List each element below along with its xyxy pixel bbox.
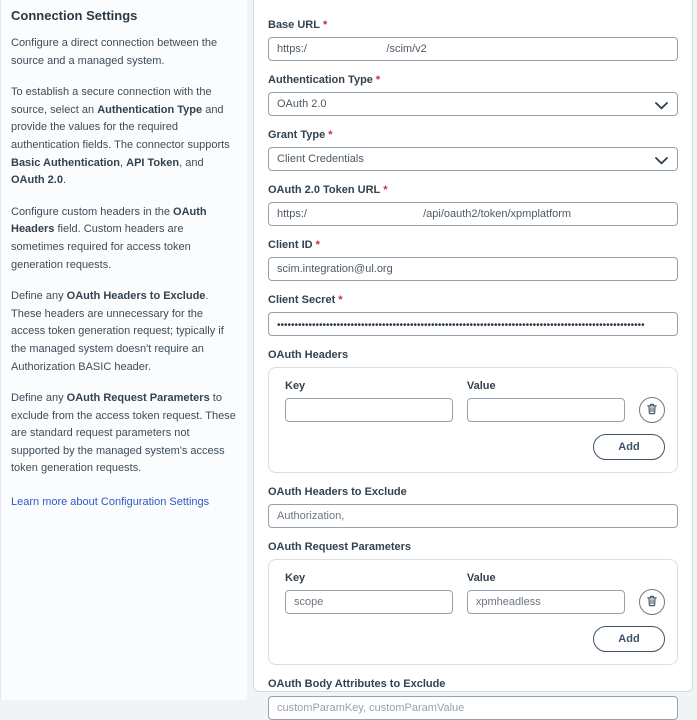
chevron-down-icon (655, 101, 668, 113)
base-url-input[interactable] (268, 37, 678, 61)
authentication-type-value: OAuth 2.0 (277, 98, 327, 110)
oauth-params-key-label: Key (285, 572, 306, 584)
oauth-headers-value-label: Value (466, 380, 496, 392)
oauth-params-value-label: Value (466, 572, 496, 584)
trash-icon (645, 402, 659, 419)
add-header-button[interactable]: Add (593, 434, 665, 460)
required-marker: * (383, 184, 388, 196)
required-marker: * (315, 239, 320, 251)
oauth-request-parameters-label: OAuth Request Parameters (268, 541, 412, 553)
client-secret-label: Client Secret * (268, 294, 343, 306)
oauth-body-attributes-to-exclude-label: OAuth Body Attributes to Exclude (268, 678, 446, 690)
authentication-type-label: Authentication Type * (268, 74, 381, 86)
chevron-down-icon (655, 156, 668, 168)
oauth-headers-value-input[interactable] (467, 398, 625, 422)
page-title: Connection Settings (11, 8, 138, 23)
required-marker: * (328, 129, 333, 141)
description-paragraphs (11, 35, 236, 478)
description-panel (0, 0, 247, 700)
description-paragraph: Configure a direct connection between the source and a managed system. (11, 37, 218, 67)
grant-type-select[interactable] (268, 147, 678, 171)
client-secret-input[interactable] (268, 312, 678, 336)
delete-row-button[interactable] (639, 397, 665, 423)
oauth-headers-key-label: Key (285, 380, 306, 392)
oauth-params-value-input[interactable] (467, 590, 625, 614)
oauth-headers-to-exclude-label: OAuth Headers to Exclude (268, 486, 407, 498)
token-url-label: OAuth 2.0 Token URL * (268, 184, 388, 196)
required-marker: * (338, 294, 343, 306)
oauth-headers-group (268, 367, 678, 473)
grant-type-label: Grant Type * (268, 129, 333, 141)
required-marker: * (375, 74, 381, 86)
authentication-type-select[interactable] (268, 92, 678, 116)
oauth-headers-key-input[interactable] (285, 398, 453, 422)
description-paragraph: Configure custom headers in the OAuth Headers field. Custom headers are sometimes required for access token generation requests. (11, 205, 207, 271)
description-paragraph: To establish a secure connection with the source, select an Authentication Type and provide the values for the required authentication fields. The connector supports Basic Authentication, API Token, and OAuth 2.0. (11, 86, 230, 187)
client-id-label: Client ID * (268, 239, 320, 251)
oauth-request-parameters-group (268, 559, 678, 665)
delete-row-button[interactable] (639, 589, 665, 615)
oauth-params-key-input[interactable] (285, 590, 453, 614)
token-url-input[interactable] (268, 202, 678, 226)
description-paragraph: Define any OAuth Headers to Exclude. These headers are unnecessary for the access token generation request; typically if the managed system doesn't require an Authorization BASIC header. (11, 290, 224, 373)
add-parameter-button[interactable]: Add (593, 626, 665, 652)
base-url-label: Base URL * (268, 19, 328, 31)
connection-form-card (253, 0, 693, 692)
grant-type-value: Client Credentials (277, 153, 364, 165)
required-marker: * (322, 19, 328, 31)
oauth-headers-label: OAuth Headers (268, 349, 349, 361)
learn-more-link[interactable]: Learn more about Configuration Settings (11, 496, 210, 509)
description-paragraph: Define any OAuth Request Parameters to exclude from the access token request. These are standard request parameters not supported by the managed system's access token generation requests. (11, 392, 236, 475)
trash-icon (645, 594, 659, 611)
oauth-headers-to-exclude-input[interactable] (268, 504, 678, 528)
client-id-input[interactable] (268, 257, 678, 281)
